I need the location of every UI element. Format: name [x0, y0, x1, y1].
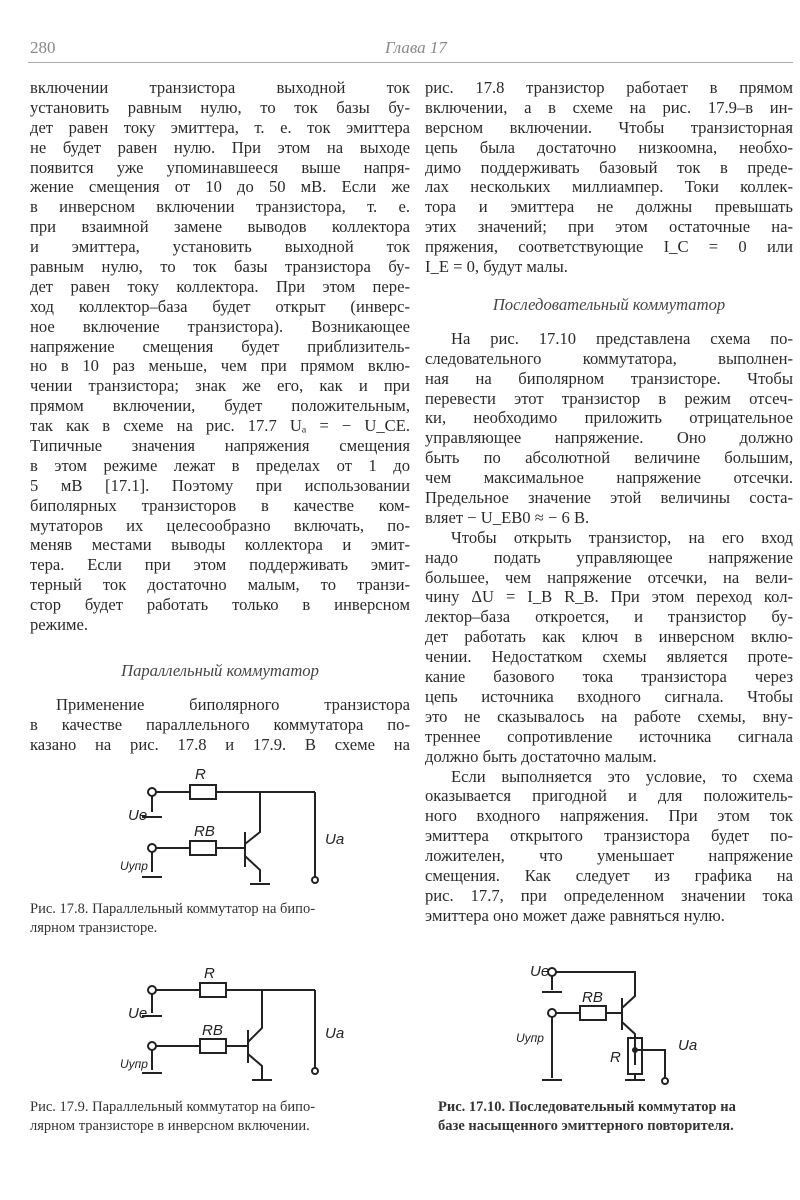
- label-rb: RB: [194, 823, 215, 840]
- text-line: чину ΔU = I_B R_B. При этом переход кол-: [425, 587, 793, 607]
- text-line: при взаимной замене выводов коллектора: [30, 217, 410, 237]
- text-line: перевести этот транзистор в режим отсеч-: [425, 388, 793, 408]
- text-line: меняв местами выводы коллектора и эмит-: [30, 535, 410, 555]
- label-uupr: Uупр: [120, 859, 148, 873]
- paragraph: [30, 695, 410, 755]
- text-line: равным нулю, то ток базы транзистора бу-: [30, 257, 410, 277]
- caption-line: Рис. 17.10. Последовательный коммутатор на: [438, 1099, 736, 1115]
- caption-line: базе насыщенного эмиттерного повторителя.: [438, 1118, 734, 1134]
- text-line: ход коллектор–база будет открыт (инверс-: [30, 296, 410, 316]
- text-line: мутаторов их целесообразно включать, по-: [30, 515, 410, 535]
- caption-line: лярном транзисторе в инверсном включении.: [30, 1118, 310, 1134]
- label-r: R: [195, 766, 206, 783]
- text-line: оказывается пригодной и для положитель-: [425, 786, 793, 806]
- text-line: и эмиттера, установить выходной ток: [30, 237, 410, 257]
- running-header: Глава 17: [385, 38, 447, 57]
- text-line: пряжения, соответствующие I_C = 0 или: [425, 237, 793, 257]
- label-r: R: [610, 1049, 621, 1066]
- caption-line: Рис. 17.8. Параллельный коммутатор на бипо-: [30, 901, 316, 917]
- label-ua: Ua: [325, 1025, 345, 1042]
- text-line: Применение биполярного транзистора: [56, 694, 410, 714]
- text-line: Предельное значение этой величины соста-: [425, 488, 793, 508]
- text-line: чении транзистора; знак же его, как и при: [30, 376, 410, 396]
- text-line: дет равен току эмиттера, т. е. ток эмиттера: [30, 117, 410, 137]
- figure-17-8-circuit: [120, 752, 350, 892]
- label-uupr: Uупр: [120, 1057, 148, 1071]
- text-line: ная на биполярном транзисторе. Чтобы: [425, 368, 793, 388]
- text-line: рис. 17.7, при определенном значении тока: [425, 885, 793, 905]
- right-column: [425, 78, 793, 926]
- label-ue: Ue: [530, 963, 550, 980]
- section-heading: Последовательный коммутатор: [492, 294, 726, 314]
- text-line: не будет равен нулю. При этом на выходе: [30, 137, 410, 157]
- text-line: чении. Недостатком схемы является проте-: [425, 647, 793, 667]
- text-line: этих значений; при этом остаточные на-: [425, 217, 793, 237]
- label-rb: RB: [582, 989, 603, 1006]
- paragraph: [425, 528, 793, 767]
- paragraph: [425, 78, 793, 277]
- text-line: появится уже упоминавшееся выше напря-: [30, 157, 410, 177]
- label-ue: Ue: [128, 1005, 148, 1022]
- text-line: ложителен, что уменьшает напряжение: [425, 846, 793, 866]
- figure-17-8-caption: [30, 900, 410, 938]
- text-line: I_E = 0, будут малы.: [425, 257, 568, 277]
- text-line: установить равным нулю, то ток базы бу-: [30, 97, 410, 117]
- text-line: цепь была достаточно низкоомна, необхо-: [425, 137, 793, 157]
- text-line: рис. 17.8 транзистор работает в прямом: [425, 78, 793, 97]
- text-line: ное включение транзистора). Возникающее: [30, 316, 410, 336]
- figure-17-9-caption: [30, 1098, 410, 1136]
- text-line: напряжение смещения будет приблизитель-: [30, 336, 410, 356]
- paragraph: [425, 767, 793, 926]
- paragraph: [30, 78, 410, 635]
- text-line: в инверсном включении транзистора, т. е.: [30, 197, 410, 217]
- header-rule: [28, 62, 793, 63]
- text-line: терный ток достаточно малым, то транзи-: [30, 575, 410, 595]
- text-line: стор будет работать только в инверсном: [30, 595, 410, 615]
- text-line: 5 мВ [17.1]. Поэтому при использовании: [30, 475, 410, 495]
- label-r: R: [204, 965, 215, 982]
- text-line: прямом включении, будет положительным,: [30, 396, 410, 416]
- text-line: дет равен току коллектора. При этом пере-: [30, 276, 410, 296]
- label-ue: Ue: [128, 807, 148, 824]
- text-line: включении, а в схеме на рис. 17.9–в ин-: [425, 97, 793, 117]
- text-line: эмиттера оно может даже равняться нулю.: [425, 905, 725, 925]
- text-line: вляет − U_EB0 ≈ − 6 В.: [425, 507, 590, 527]
- text-line: ки, необходимо приложить отрицательное: [425, 408, 793, 428]
- text-line: Типичные значения напряжения смещения: [30, 436, 410, 456]
- label-ua: Ua: [325, 831, 345, 848]
- text-line: Чтобы открыть транзистор, на его вход: [451, 527, 793, 547]
- caption-line: лярном транзисторе.: [30, 920, 158, 936]
- text-line: так как в схеме на рис. 17.7 Uₐ = − U_CE.: [30, 416, 410, 436]
- text-line: ного входного напряжения. При этом ток: [425, 806, 793, 826]
- text-line: лах нескольких миллиампер. Токи коллек-: [425, 177, 793, 197]
- text-line: димо поддерживать базовый ток в преде-: [425, 157, 793, 177]
- label-rb: RB: [202, 1022, 223, 1039]
- paragraph: [425, 329, 793, 528]
- text-line: дет работать как ключ в инверсном вклю-: [425, 627, 793, 647]
- figure-17-9-circuit: [120, 958, 350, 1088]
- text-line: тора и эмиттера не должны превышать: [425, 197, 793, 217]
- text-line: управляющее напряжение. Оно должно: [425, 428, 793, 448]
- text-line: жение смещения от 10 до 50 мВ. Если же: [30, 177, 410, 197]
- text-line: надо подать управляющее напряжение: [425, 547, 793, 567]
- text-line: биполярных транзисторов в качестве ком-: [30, 495, 410, 515]
- text-line: это не сказывалось на работе схемы, вну-: [425, 706, 793, 726]
- text-line: большее, чем напряжение отсечки, на вели-: [425, 567, 793, 587]
- text-line: лектор–база откроется, и транзистор бу-: [425, 607, 793, 627]
- text-line: следовательного коммутатора, выполнен-: [425, 348, 793, 368]
- text-line: кание базового тока транзистора через: [425, 667, 793, 687]
- text-line: тера. Если при этом поддерживать эмит-: [30, 555, 410, 575]
- section-heading: Параллельный коммутатор: [121, 660, 319, 680]
- label-ua: Ua: [678, 1037, 698, 1054]
- text-line: версном включении. Чтобы транзисторная: [425, 117, 793, 137]
- text-line: треннее сопротивление источника сигнала: [425, 726, 793, 746]
- text-line: в качестве параллельного коммутатора по-: [30, 714, 410, 734]
- text-line: режиме.: [30, 615, 89, 635]
- page-number: 280: [30, 38, 56, 57]
- figure-17-10-circuit: [510, 950, 730, 1090]
- figure-17-10-caption: [438, 1098, 794, 1136]
- text-line: в этом режиме лежат в пределах от 1 до: [30, 455, 410, 475]
- text-line: включении транзистора выходной ток: [30, 78, 410, 97]
- text-line: эмиттера открытого транзистора будет по-: [425, 826, 793, 846]
- left-column: [30, 78, 410, 755]
- text-line: чем максимальное напряжение отсечки.: [425, 468, 793, 488]
- text-line: смещения. Как следует из графика на: [425, 865, 793, 885]
- text-line: На рис. 17.10 представлена схема по-: [451, 328, 793, 348]
- text-line: но в 10 раз меньше, чем при прямом вклю-: [30, 356, 410, 376]
- text-line: Если выполняется это условие, то схема: [451, 766, 793, 786]
- label-uupr: Uупр: [516, 1031, 544, 1045]
- text-line: должно быть достаточно малым.: [425, 746, 657, 766]
- caption-line: Рис. 17.9. Параллельный коммутатор на бипо-: [30, 1099, 316, 1115]
- text-line: казано на рис. 17.8 и 17.9. В схеме на: [30, 734, 410, 754]
- text-line: быть по абсолютной величине большим,: [425, 448, 793, 468]
- text-line: цепь источника входного сигнала. Чтобы: [425, 686, 793, 706]
